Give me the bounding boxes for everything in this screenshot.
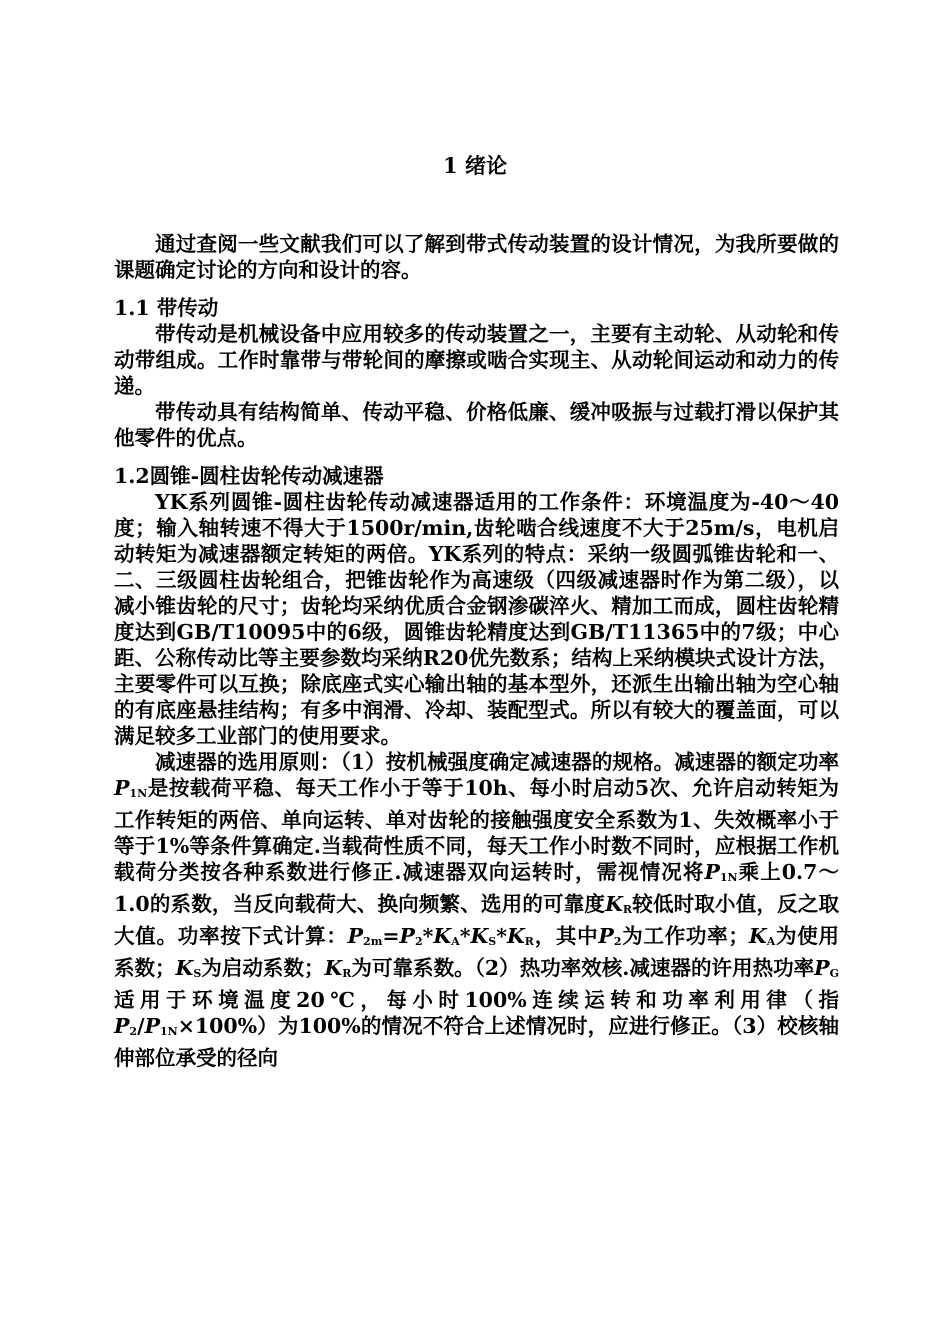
paragraph: 带传动是机械设备中应用较多的传动装置之一，主要有主动轮、从动轮和传动带组成。工作时靠带与带轮间的摩擦或啮合实现主、从动轮间运动和动力的传递。 [114,322,839,398]
selection-principles-paragraph: 减速器的选用原则：（1）按机械强度确定减速器的规格。减速器的额定功率P1N是按载荷平稳、每天工作小于等于10h、每小时启动5次、允许启动转矩为工作转矩的两倍、单向运转、单对齿轮的接触强度安全系数为1、失效概率小于等于1%等条件算确定.当载荷性质不同，每天工作小时数不同时，应根据工作机载荷分类按各种系数进行修正.减速器双向运转时，需视情况将P1N乘上0.7～1.0的系数，当反向载荷大、换向频繁、选用的可靠度KR较低时取小值，反之取大值。功率按下式计算：P2m=P2*KA*KS*KR，其中P2为工作功率；KA为使用系数；KS为启动系数；KR为可靠系数。（2）热功率效核.减速器的许用热功率PG适用于环境温度20℃，每小时100%连续运转和功率利用律（指P2/P1N×100%）为100%的情况不符合上述情况时，应进行修正。（3）校核轴伸部位承受的径向 [114,750,840,1070]
symbol-KA: KA [748,924,776,948]
intro-section [114,231,839,283]
symbol-P1N: P1N [704,860,738,884]
symbol-P2: P2 [598,924,622,948]
power-formula: P2m=P2*KA*KS*KR [347,924,534,948]
chapter-title: 1 绪论 [443,153,507,178]
symbol-PG: PG [814,956,839,980]
paragraph: YK系列圆锥-圆柱齿轮传动减速器适用的工作条件：环境温度为-40～40度；输入轴转速不得大于1500r/min,齿轮啮合线速度不大于25m/s，电机启动转矩为减速器额定转矩的两倍。YK系列的特点：采纳一级圆弧锥齿轮和一、二、三级圆柱齿轮组合，把锥齿轮作为高速级（四级减速器时作为第二级），以减小锥齿轮的尺寸；齿轮均采纳优质合金钢渗碳淬火、精加工而成，圆柱齿轮精度达到GB/T10095中的6级，圆锥齿轮精度达到GB/T11365中的7级；中心距、公称传动比等主要参数均采纳R20优先数系；结构上采纳模块式设计方法，主要零件可以互换；除底座式实心输出轴的基本型外，还派生出输出轴为空心轴的有底座悬挂结构；有多中润滑、冷却、装配型式。所以有较大的覆盖面，可以满足较多工业部门的使用要求。 [114,490,839,748]
symbol-KR: KR [324,956,352,980]
symbol-KR: KR [605,892,633,916]
section-gear-reducer [114,463,839,1071]
section-belt-drive [114,295,839,451]
symbol-P1N: P1N [114,776,148,800]
ratio-P2-P1N: P2/P1N [114,1014,178,1038]
section-heading: 1.1 带传动 [114,296,219,320]
intro-paragraph: 通过查阅一些文献我们可以了解到带式传动装置的设计情况，为我所要做的课题确定讨论的方向和设计的容。 [114,232,839,282]
paragraph: 带传动具有结构简单、传动平稳、价格低廉、缓冲吸振与过载打滑以保护其他零件的优点。 [114,400,839,450]
symbol-KS: KS [175,956,202,980]
section-heading: 1.2圆锥-圆柱齿轮传动减速器 [114,464,384,488]
